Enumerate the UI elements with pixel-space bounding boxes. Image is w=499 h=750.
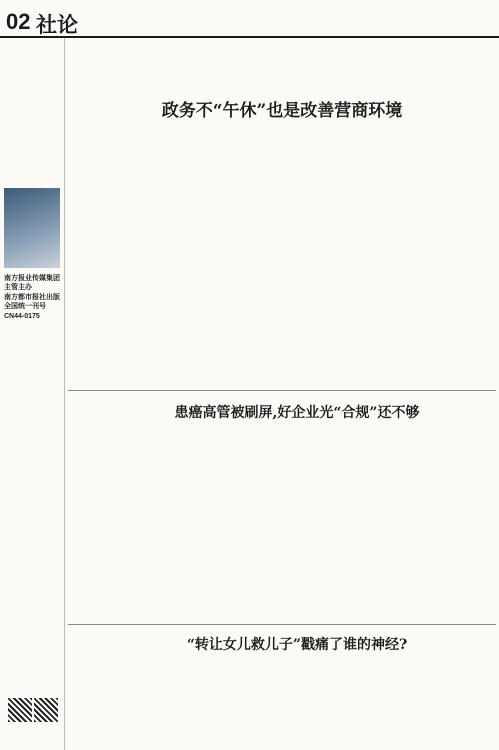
sidebar-photo: [4, 188, 60, 268]
divider: [68, 390, 496, 391]
org-line: 主管主办: [4, 284, 32, 292]
article-body: [68, 424, 496, 620]
qr-code-icon: [34, 698, 58, 722]
org-line: 南方报业传媒集团: [4, 275, 60, 282]
divider: [68, 624, 496, 625]
masthead: [0, 0, 499, 38]
article-headline: 政务不“午休”也是改善营商环境: [161, 101, 403, 121]
org-line: 南方都市报社出版: [4, 293, 60, 301]
issn-label: 全国统一刊号: [4, 303, 46, 311]
section-title: 社论: [36, 14, 78, 37]
article-body: [68, 656, 496, 748]
page-number: 02: [6, 9, 31, 34]
qr-code-icon: [8, 698, 32, 722]
sidebar-org: [4, 274, 62, 321]
article-headline: 患癌高管被刷屏,好企业光“合规”还不够: [174, 405, 420, 421]
main-content: [68, 38, 496, 750]
article-body: [68, 122, 496, 384]
sidebar: [0, 38, 65, 750]
article-headline: “转让女儿救儿子”戳痛了谁的神经?: [186, 637, 408, 653]
issn-value: CN44-0175: [4, 312, 40, 320]
